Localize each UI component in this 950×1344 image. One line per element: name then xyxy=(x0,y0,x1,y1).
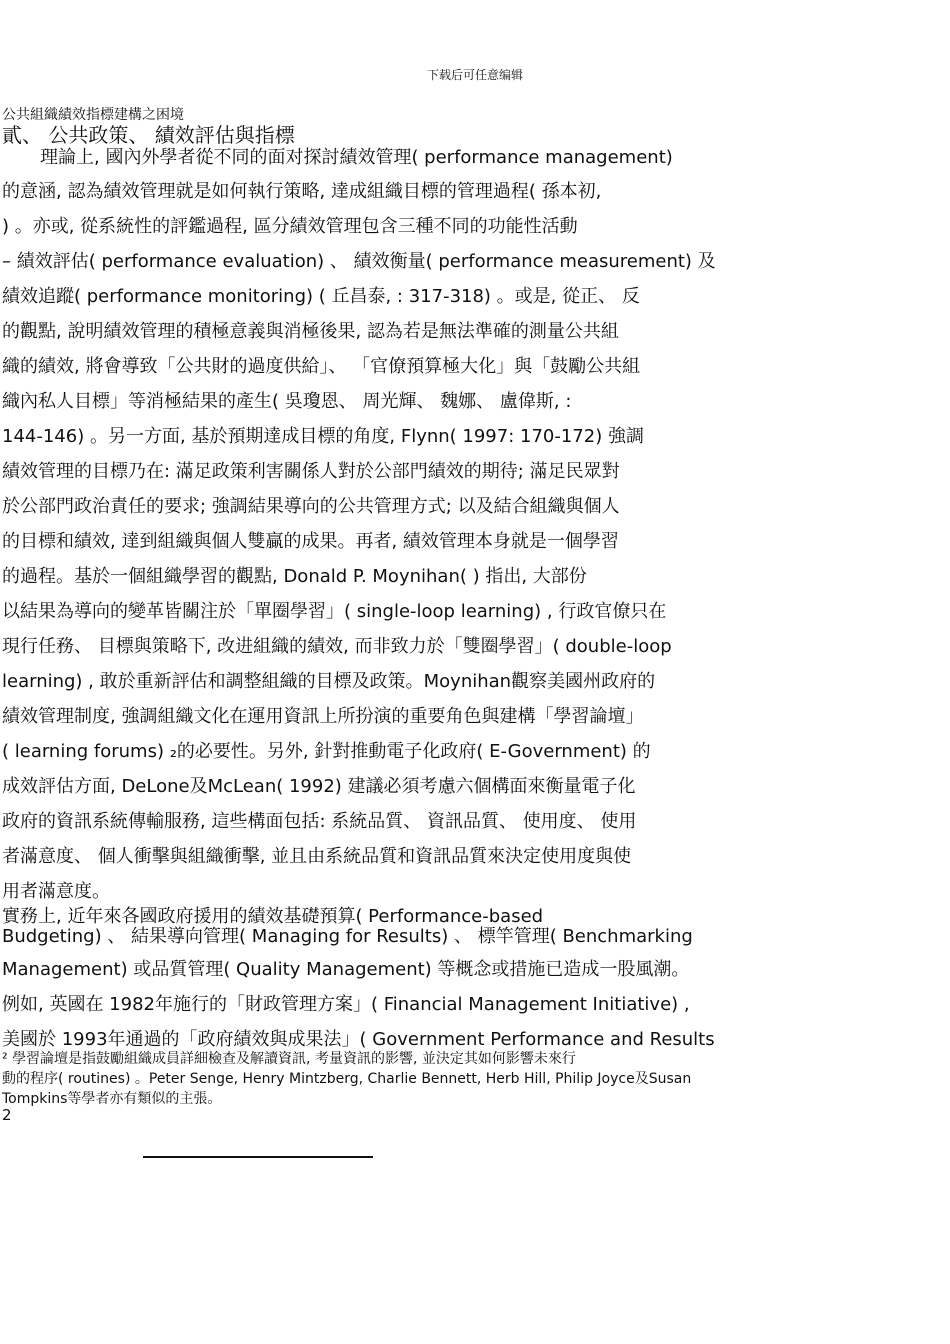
body-line: 政府的資訊系統傳輸服務, 這些構面包括: 系統品質、 資訊品質、 使用度、 使用 xyxy=(2,811,637,832)
body-line: ) 。亦或, 從系統性的評鑑過程, 區分績效管理包含三種不同的功能性活動 xyxy=(2,216,578,237)
body-line: 者滿意度、 個人衝擊與組織衝擊, 並且由系統品質和資訊品質來決定使用度與使 xyxy=(2,846,632,867)
body-line: 用者滿意度。 xyxy=(2,881,110,902)
body-line: Budgeting) 、 結果導向管理( Managing for Results) 、 標竿管理( Benchmarking xyxy=(2,926,693,947)
body-line: 以結果為導向的變革皆關注於「單圈學習」( single-loop learning) , 行政官僚只在 xyxy=(2,601,667,622)
body-line: 成效評估方面, DeLone及McLean( 1992) 建議必須考慮六個構面來衡量電子化 xyxy=(2,776,636,797)
body-line: 於公部門政治責任的要求; 強調結果導向的公共管理方式; 以及結合組織與個人 xyxy=(2,496,620,517)
page-header: 下载后可任意编辑 xyxy=(426,68,523,82)
body-line: – 績效評估( performance evaluation) 、 績效衡量( performance measurement) 及 xyxy=(2,251,716,272)
footnote-separator-line xyxy=(143,1156,373,1158)
body-line: 的觀點, 說明績效管理的積極意義與消極後果, 認為若是無法準確的測量公共組 xyxy=(2,321,619,342)
body-line: 理論上, 國內外學者從不同的面对探討績效管理( performance management) xyxy=(40,147,673,168)
body-line: 美國於 1993年通過的「政府績效與成果法」( Government Performance and Results xyxy=(2,1029,715,1050)
body-line: 績效管理的目標乃在: 滿足政策利害關係人對於公部門績效的期待; 滿足民眾對 xyxy=(2,461,620,482)
footnote-line: 動的程序( routines) 。Peter Senge, Henry Mintzberg, Charlie Bennett, Herb Hill, Philip Joyce及Susan xyxy=(2,1071,692,1087)
body-line: 織的績效, 將會導致「公共財的過度供給」、 「官僚預算極大化」與「鼓勵公共組 xyxy=(2,356,641,377)
body-line: 的意涵, 認為績效管理就是如何執行策略, 達成組織目標的管理過程( 孫本初, xyxy=(2,181,602,202)
body-line: 實務上, 近年來各國政府援用的績效基礎預算( Performance-based xyxy=(2,906,544,927)
body-line: 現行任務、 目標與策略下, 改进組織的績效, 而非致力於「雙圈學習」( double-loop xyxy=(2,636,672,657)
body-line: Management) 或品質管理( Quality Management) 等概念或措施已造成一股風潮。 xyxy=(2,959,690,980)
footnote-line: Tompkins等學者亦有類似的主張。 xyxy=(2,1091,222,1107)
body-line: 例如, 英國在 1982年施行的「財政管理方案」( Financial Management Initiative) , xyxy=(2,994,690,1015)
body-line: ( learning forums) ₂的必要性。另外, 針對推動電子化政府( E-Government) 的 xyxy=(2,741,651,762)
section-heading: 貳、 公共政策、 績效評估與指標 xyxy=(2,123,295,147)
document-title: 公共組織績效指標建構之困境 xyxy=(2,107,184,123)
body-line: 織內私人目標」等消極結果的產生( 吳瓊恩、 周光輝、 魏娜、 盧偉斯, : xyxy=(2,391,572,412)
body-line: 144-146) 。另一方面, 基於預期達成目標的角度, Flynn( 1997: 170-172) 強調 xyxy=(2,426,644,447)
page-number: 2 xyxy=(2,1106,12,1124)
body-line: 績效追蹤( performance monitoring) ( 丘昌泰, : 317-318) 。或是, 從正、 反 xyxy=(2,286,640,307)
body-line: 的目標和績效, 達到組織與個人雙贏的成果。再者, 績效管理本身就是一個學習 xyxy=(2,531,619,552)
body-line: 績效管理制度, 強調組織文化在運用資訊上所扮演的重要角色與建構「學習論壇」 xyxy=(2,706,644,727)
footnote-line: ² 學習論壇是指鼓勵組織成員詳細檢查及解讀資訊, 考量資訊的影響, 並決定其如何影響未來行 xyxy=(2,1051,576,1067)
body-line: learning) , 敢於重新評估和調整組織的目標及政策。Moynihan觀察美國州政府的 xyxy=(2,671,656,692)
body-line: 的過程。基於一個組織學習的觀點, Donald P. Moynihan( ) 指出, 大部份 xyxy=(2,566,587,587)
